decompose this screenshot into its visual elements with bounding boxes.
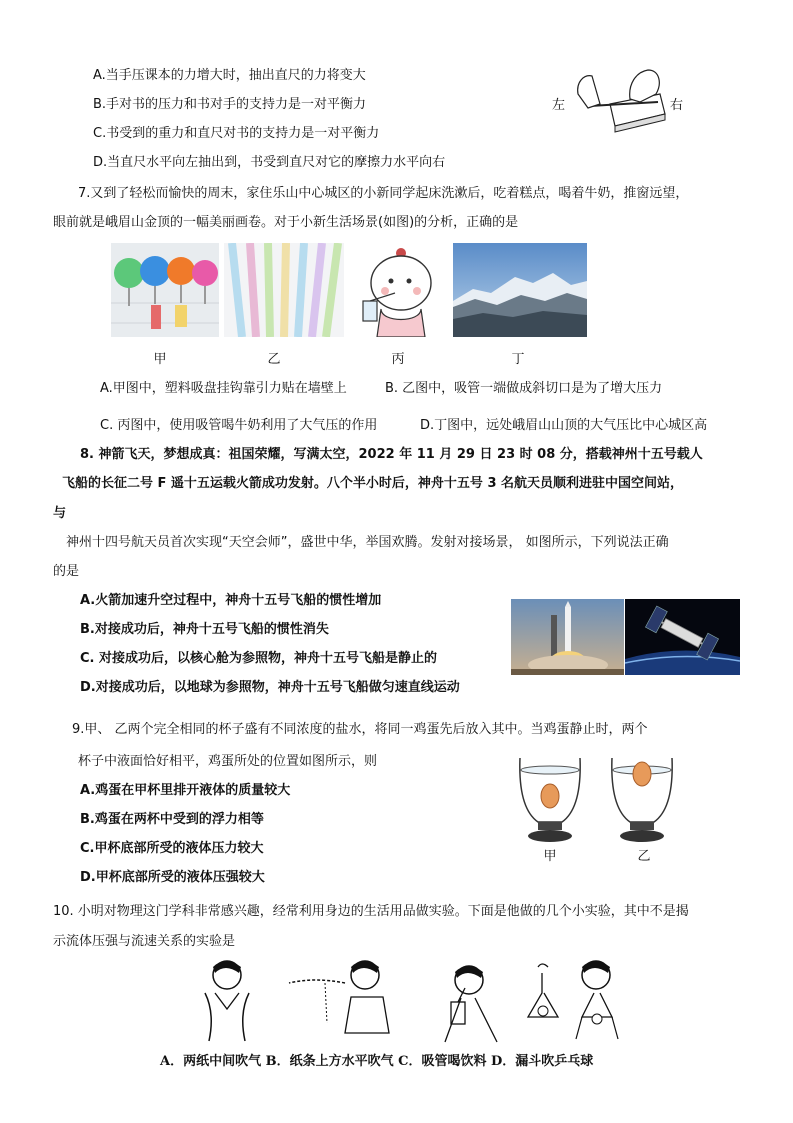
q7-option-a: A.甲图中，塑料吸盘挂钩靠引力贴在墙壁上: [100, 381, 347, 396]
q6-option-b: B.手对书的压力和书对手的支持力是一对平衡力: [93, 97, 367, 112]
q7-photo-yi-straws: [224, 243, 344, 337]
q10-stem-line1: 10. 小明对物理这门学科非常感兴趣，经常利用身边的生活用品做实验。下面是他做的几个小实验，其中不是揭: [53, 904, 689, 919]
q10-figure-c-drink-with-straw: [435, 958, 505, 1043]
q9-cup-jia: [520, 758, 580, 842]
q6-book-ruler-figure: [570, 64, 670, 134]
q9-cup-yi: [612, 758, 672, 842]
q7-caption-yi: 乙: [267, 352, 281, 367]
q7-caption-bing: 丙: [391, 352, 405, 367]
q8-option-d: D.对接成功后，以地球为参照物，神舟十五号飞船做匀速直线运动: [80, 680, 460, 695]
q9-cup-label-jia: 甲: [543, 849, 557, 864]
q8-option-a: A.火箭加速升空过程中，神舟十五号飞船的惯性增加: [80, 593, 382, 608]
q7-stem-line1: 7.又到了轻松而愉快的周末，家住乐山中心城区的小新同学起床洗漱后，吃着糕点，喝着牛奶，推窗远望，: [78, 186, 689, 201]
q7-option-b: B. 乙图中，吸管一端做成斜切口是为了增大压力: [385, 381, 663, 396]
q8-stem-line4: 神州十四号航天员首次实现“天空会师”，盛世中华，举国欢腾。发射对接场景， 如图所示，下列说法正确: [66, 535, 669, 550]
q9-cup-label-yi: 乙: [637, 849, 651, 864]
q7-option-d: D.丁图中，远处峨眉山山顶的大气压比中心城区高: [420, 418, 708, 433]
q9-stem-line2: 杯子中液面恰好相平，鸡蛋所处的位置如图所示，则: [78, 754, 378, 769]
q8-stem-line2: 飞船的长征二号 F 遥十五运载火箭成功发射。八个半小时后，神舟十五号 3 名航天员顺利进驻中国空间站，: [62, 476, 684, 491]
q6-option-c: C.书受到的重力和直尺对书的支持力是一对平衡力: [93, 126, 380, 141]
q6-option-a: A.当手压课本的力增大时，抽出直尺的力将变大: [93, 68, 366, 83]
q7-photo-bing-child-drinking: [355, 243, 441, 337]
q10-figure-b-blow-over-paper-strip: [285, 953, 400, 1043]
q8-option-b: B.对接成功后，神舟十五号飞船的惯性消失: [80, 622, 329, 637]
q9-option-a: A.鸡蛋在甲杯里排开液体的质量较大: [80, 783, 291, 798]
q7-caption-ding: 丁: [511, 352, 525, 367]
q9-stem-line1: 9.甲、 乙两个完全相同的杯子盛有不同浓度的盐水，将同一鸡蛋先后放入其中。当鸡蛋静止时，两个: [72, 722, 648, 737]
q8-stem-line3: 与: [53, 506, 67, 521]
q7-photo-jia-suction-hooks: [111, 243, 219, 337]
q8-stem-line1: 8. 神箭飞天，梦想成真：祖国荣耀，写满太空，2022 年 11 月 29 日 23 时 08 分，搭载神州十五号载人: [80, 447, 703, 462]
q9-option-b: B.鸡蛋在两杯中受到的浮力相等: [80, 812, 264, 827]
q10-options-line: A．两纸中间吹气 B．纸条上方水平吹气 C．吸管喝饮料 D．漏斗吹乒乓球: [160, 1054, 594, 1069]
q8-photo-rocket-launch: [511, 599, 624, 675]
q9-cups-figure: [510, 748, 690, 848]
q6-label-left: 左: [552, 98, 566, 113]
q6-label-right: 右: [670, 98, 684, 113]
q10-stem-line2: 示流体压强与流速关系的实验是: [53, 934, 236, 949]
q7-caption-jia: 甲: [153, 352, 167, 367]
q10-figure-a-blow-between-papers: [195, 953, 265, 1043]
q7-option-c: C. 丙图中，使用吸管喝牛奶利用了大气压的作用: [100, 418, 378, 433]
q10-figure-d-funnel-ping-pong: [520, 953, 630, 1043]
q6-option-d: D.当直尺水平向左抽出到，书受到直尺对它的摩擦力水平向右: [93, 155, 446, 170]
q7-photo-ding-mountain: [453, 243, 587, 337]
q9-option-d: D.甲杯底部所受的液体压强较大: [80, 870, 265, 885]
q8-stem-line5: 的是: [53, 564, 80, 579]
q9-option-c: C.甲杯底部所受的液体压力较大: [80, 841, 264, 856]
q8-photo-space-station-docking: [625, 599, 740, 675]
q8-option-c: C. 对接成功后，以核心舱为参照物，神舟十五号飞船是静止的: [80, 651, 438, 666]
q7-stem-line2: 眼前就是峨眉山金顶的一幅美丽画卷。对于小新生活场景(如图)的分析，正确的是: [53, 215, 519, 230]
